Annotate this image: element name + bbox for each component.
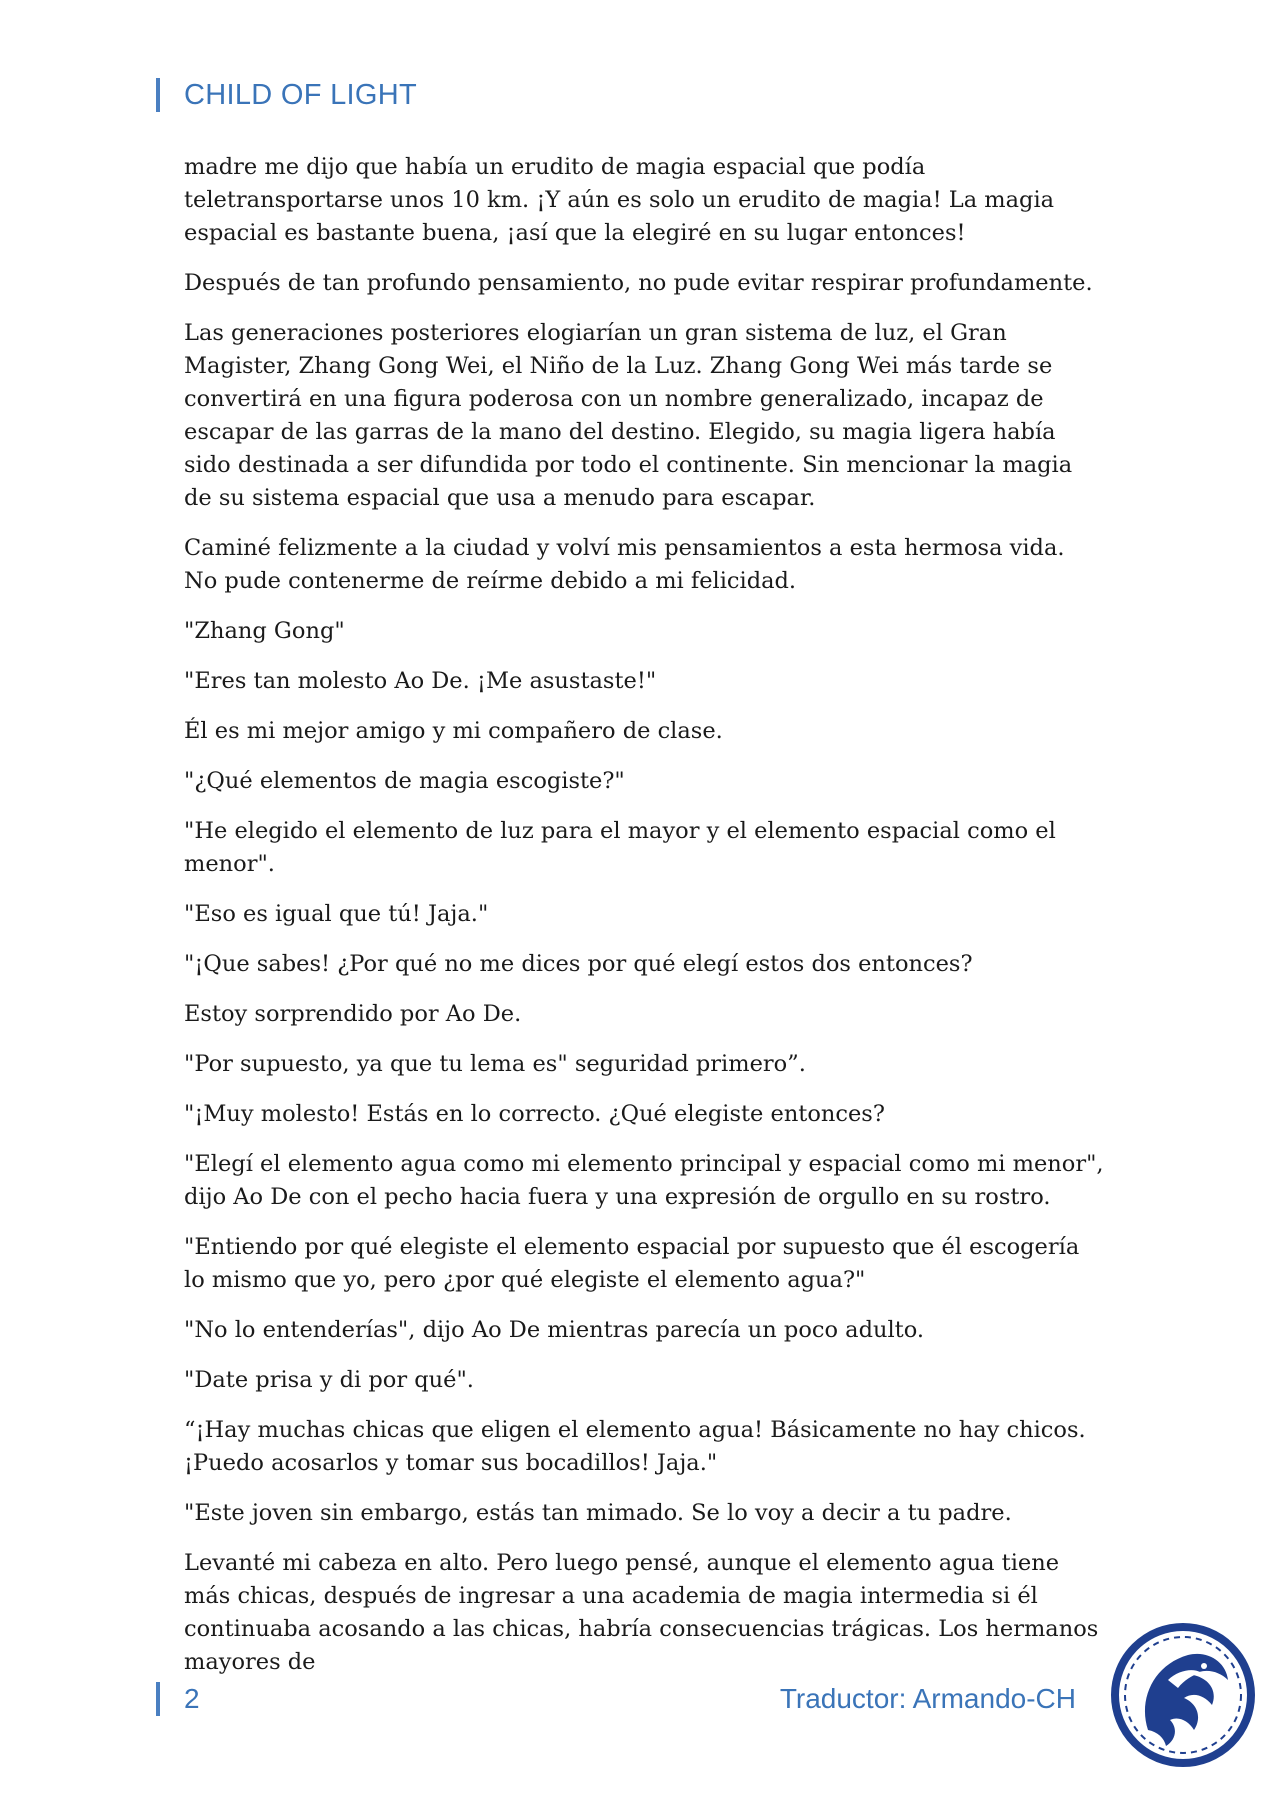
paragraph: "Eres tan molesto Ao De. ¡Me asustaste!" [184, 668, 657, 694]
paragraph: Levanté mi cabeza en alto. Pero luego pensé, aunque el elemento agua tiene más chicas, después de ingresar a una academia de magia intermedia si él continuaba acosando a las chicas, habría consecuencias trágicas. Los hermanos mayores de [184, 1550, 1099, 1675]
paragraph: madre me dijo que había un erudito de magia espacial que podía teletransportarse unos 10 km. ¡Y aún es solo un erudito de magia! La magia espacial es bastante buena, ¡así que la elegiré en su lugar entonces! [184, 154, 1055, 246]
paragraph: Estoy sorprendido por Ao De. [184, 1001, 522, 1027]
translator-credit: Traductor: Armando-CH [779, 1683, 1076, 1714]
paragraph: Él es mi mejor amigo y mi compañero de clase. [184, 718, 723, 744]
paragraph: Caminé felizmente a la ciudad y volví mis pensamientos a esta hermosa vida. No pude contenerme de reírme debido a mi felicidad. [184, 535, 1065, 594]
page-header-title: CHILD OF LIGHT [184, 79, 417, 111]
dragon-logo-icon [1108, 1620, 1258, 1770]
paragraph: "No lo entenderías", dijo Ao De mientras parecía un poco adulto. [184, 1317, 925, 1343]
paragraph: "Entiendo por qué elegiste el elemento espacial por supuesto que él escogería lo mismo que yo, pero ¿por qué elegiste el elemento agua?" [184, 1234, 1080, 1293]
footer-accent-bar [156, 1682, 160, 1716]
paragraph: "¿Qué elementos de magia escogiste?" [184, 768, 625, 794]
paragraph: "¡Que sabes! ¿Por qué no me dices por qué elegí estos dos entonces? [184, 951, 973, 977]
paragraph: "¡Muy molesto! Estás en lo correcto. ¿Qué elegiste entonces? [184, 1101, 885, 1127]
paragraph: "Este joven sin embargo, estás tan mimado. Se lo voy a decir a tu padre. [184, 1500, 1012, 1526]
paragraph: "Eso es igual que tú! Jaja." [184, 901, 489, 927]
page-number: 2 [184, 1683, 200, 1714]
paragraph: "Zhang Gong" [184, 618, 345, 644]
paragraph: "Elegí el elemento agua como mi elemento principal y espacial como mi menor", dijo Ao De con el pecho hacia fuera y una expresión de orgullo en su rostro. [184, 1151, 1104, 1210]
header-accent-bar [156, 78, 160, 112]
chapter-body [184, 151, 1104, 1696]
paragraph: "Por supuesto, ya que tu lema es" seguridad primero”. [184, 1051, 806, 1077]
paragraph: Las generaciones posteriores elogiarían un gran sistema de luz, el Gran Magister, Zhang Gong Wei, el Niño de la Luz. Zhang Gong Wei más tarde se convertirá en una figura poderosa con un nombre generalizado, incapaz de escapar de las garras de la mano del destino. Elegido, su magia ligera había sido destinada a ser difundida por todo el continente. Sin mencionar la magia de su sistema espacial que usa a menudo para escapar. [184, 320, 1073, 511]
paragraph: Después de tan profundo pensamiento, no pude evitar respirar profundamente. [184, 270, 1093, 296]
paragraph: "He elegido el elemento de luz para el mayor y el elemento espacial como el menor". [184, 818, 1056, 877]
paragraph: "Date prisa y di por qué". [184, 1367, 474, 1393]
paragraph: “¡Hay muchas chicas que eligen el elemento agua! Básicamente no hay chicos. ¡Puedo acosarlos y tomar sus bocadillos! Jaja." [184, 1417, 1086, 1476]
